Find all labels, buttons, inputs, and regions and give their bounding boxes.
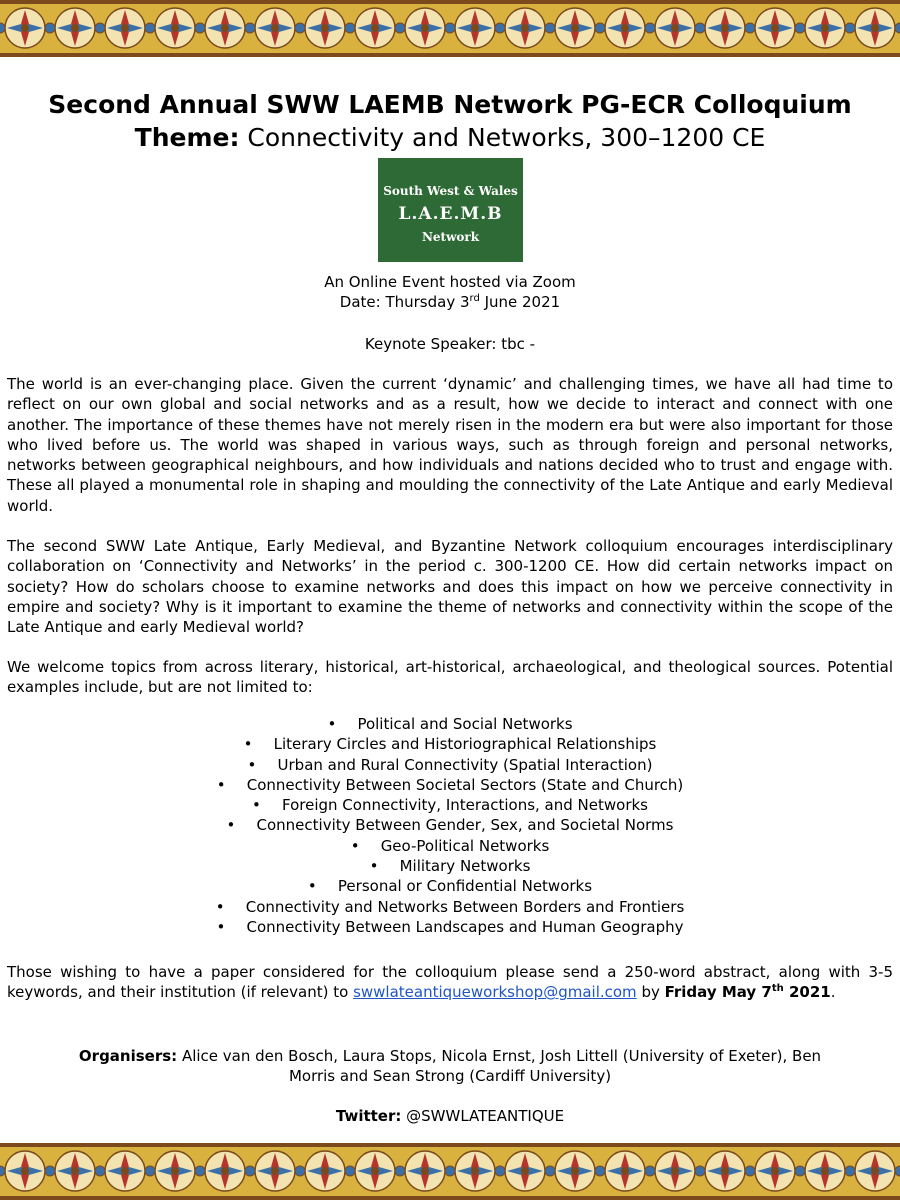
twitter-label: Twitter:	[335, 1107, 402, 1125]
submission-paragraph	[7, 962, 893, 1003]
list-item	[0, 815, 900, 835]
topics-list	[0, 714, 900, 937]
keynote-speaker: Keynote Speaker: tbc -	[364, 335, 536, 353]
theme-label: Theme:	[134, 123, 240, 152]
decorative-border-bottom	[0, 1143, 900, 1200]
twitter	[0, 1106, 900, 1126]
event-date-text: Date: Thursday 3	[339, 293, 470, 311]
logo-line-1: South West & Wales	[383, 184, 518, 198]
network-logo	[378, 158, 523, 262]
event-date-rest: June 2021	[479, 293, 561, 311]
list-item	[0, 836, 900, 856]
deadline-date: Friday May 7	[664, 983, 772, 1002]
decorative-border-top	[0, 0, 900, 57]
email-link[interactable]: swwlateantiqueworkshop@gmail.com	[353, 983, 637, 1002]
bullet-icon: •	[327, 715, 337, 733]
theme-subtitle	[0, 122, 900, 154]
organisers-label: Organisers:	[78, 1047, 178, 1065]
deadline	[665, 983, 831, 1001]
list-item	[0, 917, 900, 937]
bullet-icon: •	[216, 775, 226, 794]
topic-text: Connectivity Between Societal Sectors (State and Church)	[246, 775, 684, 794]
topic-text: Connectivity and Networks Between Borders and Frontiers	[245, 897, 685, 916]
event-date	[0, 292, 900, 312]
twitter-handle: @SWWLATEANTIQUE	[401, 1107, 565, 1125]
bullet-icon: •	[215, 897, 225, 916]
deadline-suffix: th	[771, 983, 784, 995]
topic-text: Political and Social Networks	[357, 715, 573, 733]
topic-text: Literary Circles and Historiographical Relationships	[273, 735, 657, 754]
topic-text: Foreign Connectivity, Interactions, and Networks	[282, 796, 648, 815]
bullet-icon: •	[247, 755, 257, 774]
submission-by: by	[636, 983, 665, 1002]
bullet-icon: •	[226, 816, 236, 835]
list-item	[0, 876, 900, 896]
list-item	[0, 795, 900, 815]
topic-text: Urban and Rural Connectivity (Spatial Interaction)	[277, 755, 653, 774]
list-item	[0, 734, 900, 754]
logo-line-3: Network	[421, 230, 480, 244]
topic-text: Military Networks	[399, 857, 531, 876]
bullet-icon: •	[243, 735, 253, 754]
topics-intro-paragraph: We welcome topics from across literary, historical, art-historical, archaeological, and theological sources. Potential examples include, but are not limited to:	[7, 658, 893, 697]
bullet-icon: •	[350, 836, 360, 855]
list-item	[0, 775, 900, 795]
event-date-suffix: rd	[469, 293, 480, 304]
list-item	[0, 714, 900, 734]
organisers-names: Alice van den Bosch, Laura Stops, Nicola Ernst, Josh Littell (University of Exeter), Ben Morris and Sean Strong (Cardiff University)	[177, 1047, 822, 1085]
topic-text: Personal or Confidential Networks	[337, 877, 593, 896]
list-item	[0, 755, 900, 775]
intro-paragraph: The world is an ever-changing place. Given the current ‘dynamic’ and challenging times, we have all had time to reflect on our own global and social networks and as a result, how we decide to interact and connect with one another. The importance of these themes have not merely risen in the modern era but were also important for those who lived before us. The world was shaped in various ways, such as through foreign and personal networks, networks between geographical neighbours, and how individuals and nations decided who to trust and engage with. These all played a monumental role in shaping and moulding the connectivity of the Late Antique and early Medieval world.	[7, 375, 893, 515]
submission-end: .	[830, 983, 836, 1002]
topic-text: Connectivity Between Gender, Sex, and Societal Norms	[256, 816, 674, 835]
bullet-icon: •	[216, 917, 226, 936]
topic-text: Connectivity Between Landscapes and Human Geography	[246, 917, 684, 936]
event-format: An Online Event hosted via Zoom	[324, 273, 576, 291]
organisers	[60, 1046, 840, 1086]
logo-line-2: L.A.E.M.B	[398, 204, 503, 224]
colloquium-paragraph: The second SWW Late Antique, Early Medieval, and Byzantine Network colloquium encourages interdisciplinary collaboration on ‘Connectivity and Networks’ in the period c. 300-1200 CE. How did certain networks impact on society? How do scholars choose to examine networks and does this impact on how we perceive connectivity in empire and society? Why is it important to examine the theme of networks and connectivity within the scope of the Late Antique and early Medieval world?	[7, 537, 893, 637]
list-item	[0, 856, 900, 876]
topic-text: Geo-Political Networks	[380, 836, 550, 855]
bullet-icon: •	[252, 796, 261, 815]
bullet-icon: •	[369, 857, 379, 876]
submission-text: Those wishing to have a paper considered for the colloquium please send a 250-word abstract, along with 3-5 keywords, and their institution (if relevant) to	[7, 963, 893, 1002]
list-item	[0, 897, 900, 917]
page-title: Second Annual SWW LAEMB Network PG-ECR Colloquium	[48, 90, 852, 119]
border-pattern-top	[0, 0, 900, 57]
bullet-icon: •	[307, 877, 317, 896]
theme-text: Connectivity and Networks, 300–1200 CE	[247, 123, 766, 152]
border-pattern-bottom	[0, 1143, 900, 1200]
deadline-year: 2021	[789, 983, 831, 1002]
